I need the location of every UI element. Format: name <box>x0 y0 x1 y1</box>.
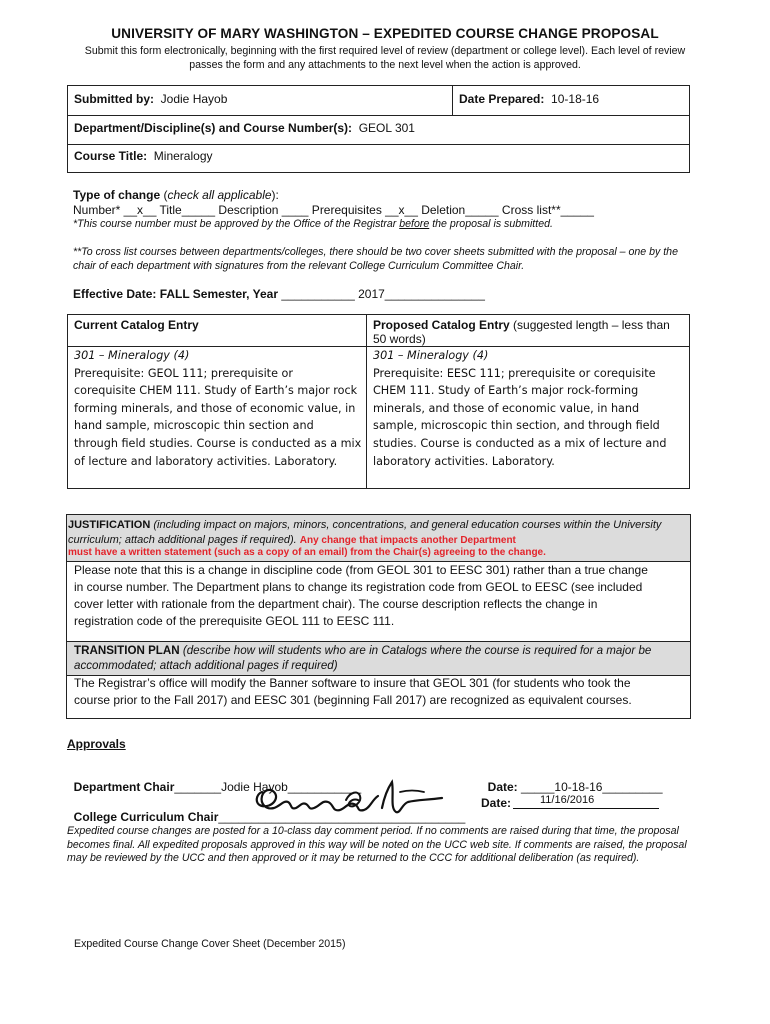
department-chair-label: Department Chair <box>73 780 175 794</box>
justification-table <box>66 514 691 719</box>
course-title-label: Course Title: <box>74 149 148 163</box>
justification-line: registration code of the prerequisite GEOL 111 to EESC 111. <box>74 614 395 628</box>
cross-list-note: **To cross list courses between departments/colleges, there should be two cover sheets submitted with the proposal – one by the chair of each department with signatures from the relevant College Curriculum Committee Chair. <box>73 246 678 272</box>
current-course-title: 301 – Mineralogy (4) <box>74 349 190 362</box>
ccc-signature-line[interactable]: _____________________________________ <box>218 810 466 824</box>
check-all-note: check all applicable <box>167 188 272 202</box>
current-catalog-header: Current Catalog Entry <box>74 318 199 332</box>
justification-warning-b: must have a written statement (such as a copy of an email) from the Chair(s) agreeing to the change. <box>68 547 546 558</box>
catalog-line: forming minerals, and those of economic value, in <box>74 401 356 415</box>
current-catalog-entry[interactable] <box>74 347 364 470</box>
page-footer: Expedited Course Change Cover Sheet (December 2015) <box>74 938 346 950</box>
paren-close: ): <box>271 188 279 202</box>
justification-line: cover letter with rationale from the department chair). The course description reflects the change in <box>74 597 598 611</box>
proposed-course-title: 301 – Mineralogy (4) <box>373 349 489 362</box>
department-chair-value[interactable]: _______Jodie Hayob___________ <box>174 780 362 794</box>
catalog-line: Prerequisite: GEOL 111; prerequisite or <box>74 366 293 380</box>
catalog-line: studies. Course is conducted as a mix of lecture and <box>373 436 667 450</box>
justification-instruction: (including impact on majors, minors, concentrations, and general education courses within the University curriculum; attach additional pages if required). <box>68 519 662 546</box>
transition-heading <box>74 644 686 673</box>
catalog-line: Prerequisite: EESC 111; prerequisite or corequisite <box>373 366 656 380</box>
note-post: the proposal is submitted. <box>429 218 553 230</box>
approvals-heading: Approvals <box>67 737 126 751</box>
submitted-by-label: Submitted by: <box>74 92 154 106</box>
chair-signature-image <box>250 778 450 820</box>
paren-open: ( <box>160 188 168 202</box>
proposed-catalog-header <box>373 318 683 346</box>
transition-body[interactable] <box>74 675 686 709</box>
catalog-line: sample, microscopic thin section, and through field <box>373 419 660 433</box>
justification-line: in course number. The Department plans to change its registration code from GEOL to EESC (see included <box>74 580 643 594</box>
type-of-change-label: Type of change <box>73 188 161 202</box>
transition-line: The Registrar’s office will modify the Banner software to insure that GEOL 301 (for students who took the <box>74 676 631 690</box>
effective-date-value[interactable]: ___________ 2017_______________ <box>281 287 485 301</box>
catalog-line: through field studies. Course is conducted as a mix <box>74 436 362 450</box>
ccc-chair-label: College Curriculum Chair <box>73 810 219 824</box>
type-of-change-heading <box>73 188 279 202</box>
effective-date-label: Effective Date: FALL Semester, Year <box>73 287 278 301</box>
justification-label: JUSTIFICATION <box>68 519 151 531</box>
transition-line: course prior to the Fall 2017) and EESC 301 (beginning Fall 2017) are recognized as equivalent courses. <box>74 693 632 707</box>
proposed-catalog-label: Proposed Catalog Entry <box>373 318 510 332</box>
ccc-date-label: Date: <box>481 796 512 810</box>
department-date-value[interactable]: _____10-18-16_________ <box>521 780 663 794</box>
justification-heading <box>68 518 688 548</box>
submitted-by-field <box>74 92 227 106</box>
course-title-field <box>74 149 213 163</box>
transition-label: TRANSITION PLAN <box>74 644 180 657</box>
ccc-date-field <box>481 796 511 810</box>
catalog-line: laboratory activities. Laboratory. <box>373 454 555 468</box>
catalog-line: minerals, and those of economic value, in hand <box>373 401 640 415</box>
proposed-catalog-note: (suggested length – less than 50 words) <box>373 318 670 346</box>
transition-instruction: (describe how will students who are in Catalogs where the course is required for a major be accommodated; attach additional pages if required) <box>74 644 652 672</box>
catalog-line: of lecture and laboratory activities. Laboratory. <box>74 454 338 468</box>
info-table <box>67 85 690 173</box>
proposed-catalog-entry[interactable] <box>373 347 687 470</box>
submitted-by-value[interactable]: Jodie Hayob <box>160 92 228 106</box>
form-instructions: Submit this form electronically, beginning with the first required level of review (department or college level). Each level of review passes the form and any attachments to the next level when the action is approved. <box>84 45 686 71</box>
catalog-line: hand sample, microscopic thin section and <box>74 419 314 433</box>
department-label: Department/Discipline(s) and Course Number(s): <box>74 121 353 135</box>
justification-warning-a: Any change that impacts another Department <box>299 535 516 546</box>
form-title: UNIVERSITY OF MARY WASHINGTON – EXPEDITED COURSE CHANGE PROPOSAL <box>111 26 659 41</box>
department-date-label: Date: <box>487 780 518 794</box>
date-prepared-value[interactable]: 10-18-16 <box>551 92 600 106</box>
date-prepared-field <box>459 92 599 106</box>
effective-date-field <box>73 287 485 301</box>
note-underlined: before <box>399 218 430 230</box>
ccc-date-underline <box>513 808 659 809</box>
ccc-date-value[interactable]: 11/16/2016 <box>540 794 595 806</box>
note-pre: *This course number must be approved by the Office of the Registrar <box>73 218 400 230</box>
department-date-field <box>481 766 663 794</box>
course-number-note <box>73 218 553 230</box>
department-field <box>74 121 415 135</box>
date-prepared-label: Date Prepared: <box>459 92 545 106</box>
catalog-table <box>67 314 690 489</box>
course-title-value[interactable]: Mineralogy <box>153 149 213 163</box>
catalog-line: corequisite CHEM 111. Study of Earth’s major rock <box>74 384 358 398</box>
approval-footnote: Expedited course changes are posted for a 10-class day comment period. If no comments are raised during that time, the proposal becomes final. All expedited proposals approved in this way will be noted on the UCC web site. If comments are raised, the proposal may be reviewed by the UCC and then approved or it may be returned to the CCC for additional deliberation (as required). <box>67 825 687 864</box>
department-value[interactable]: GEOL 301 <box>358 121 415 135</box>
catalog-line: CHEM 111. Study of Earth’s major rock-forming <box>373 384 639 398</box>
justification-body[interactable] <box>74 562 686 630</box>
justification-line: Please note that this is a change in discipline code (from GEOL 301 to EESC 301) rather than a true change <box>74 563 648 577</box>
change-type-options[interactable]: Number* __x__ Title_____ Description ____ Prerequisites __x__ Deletion_____ Cross list**_____ <box>73 203 594 217</box>
